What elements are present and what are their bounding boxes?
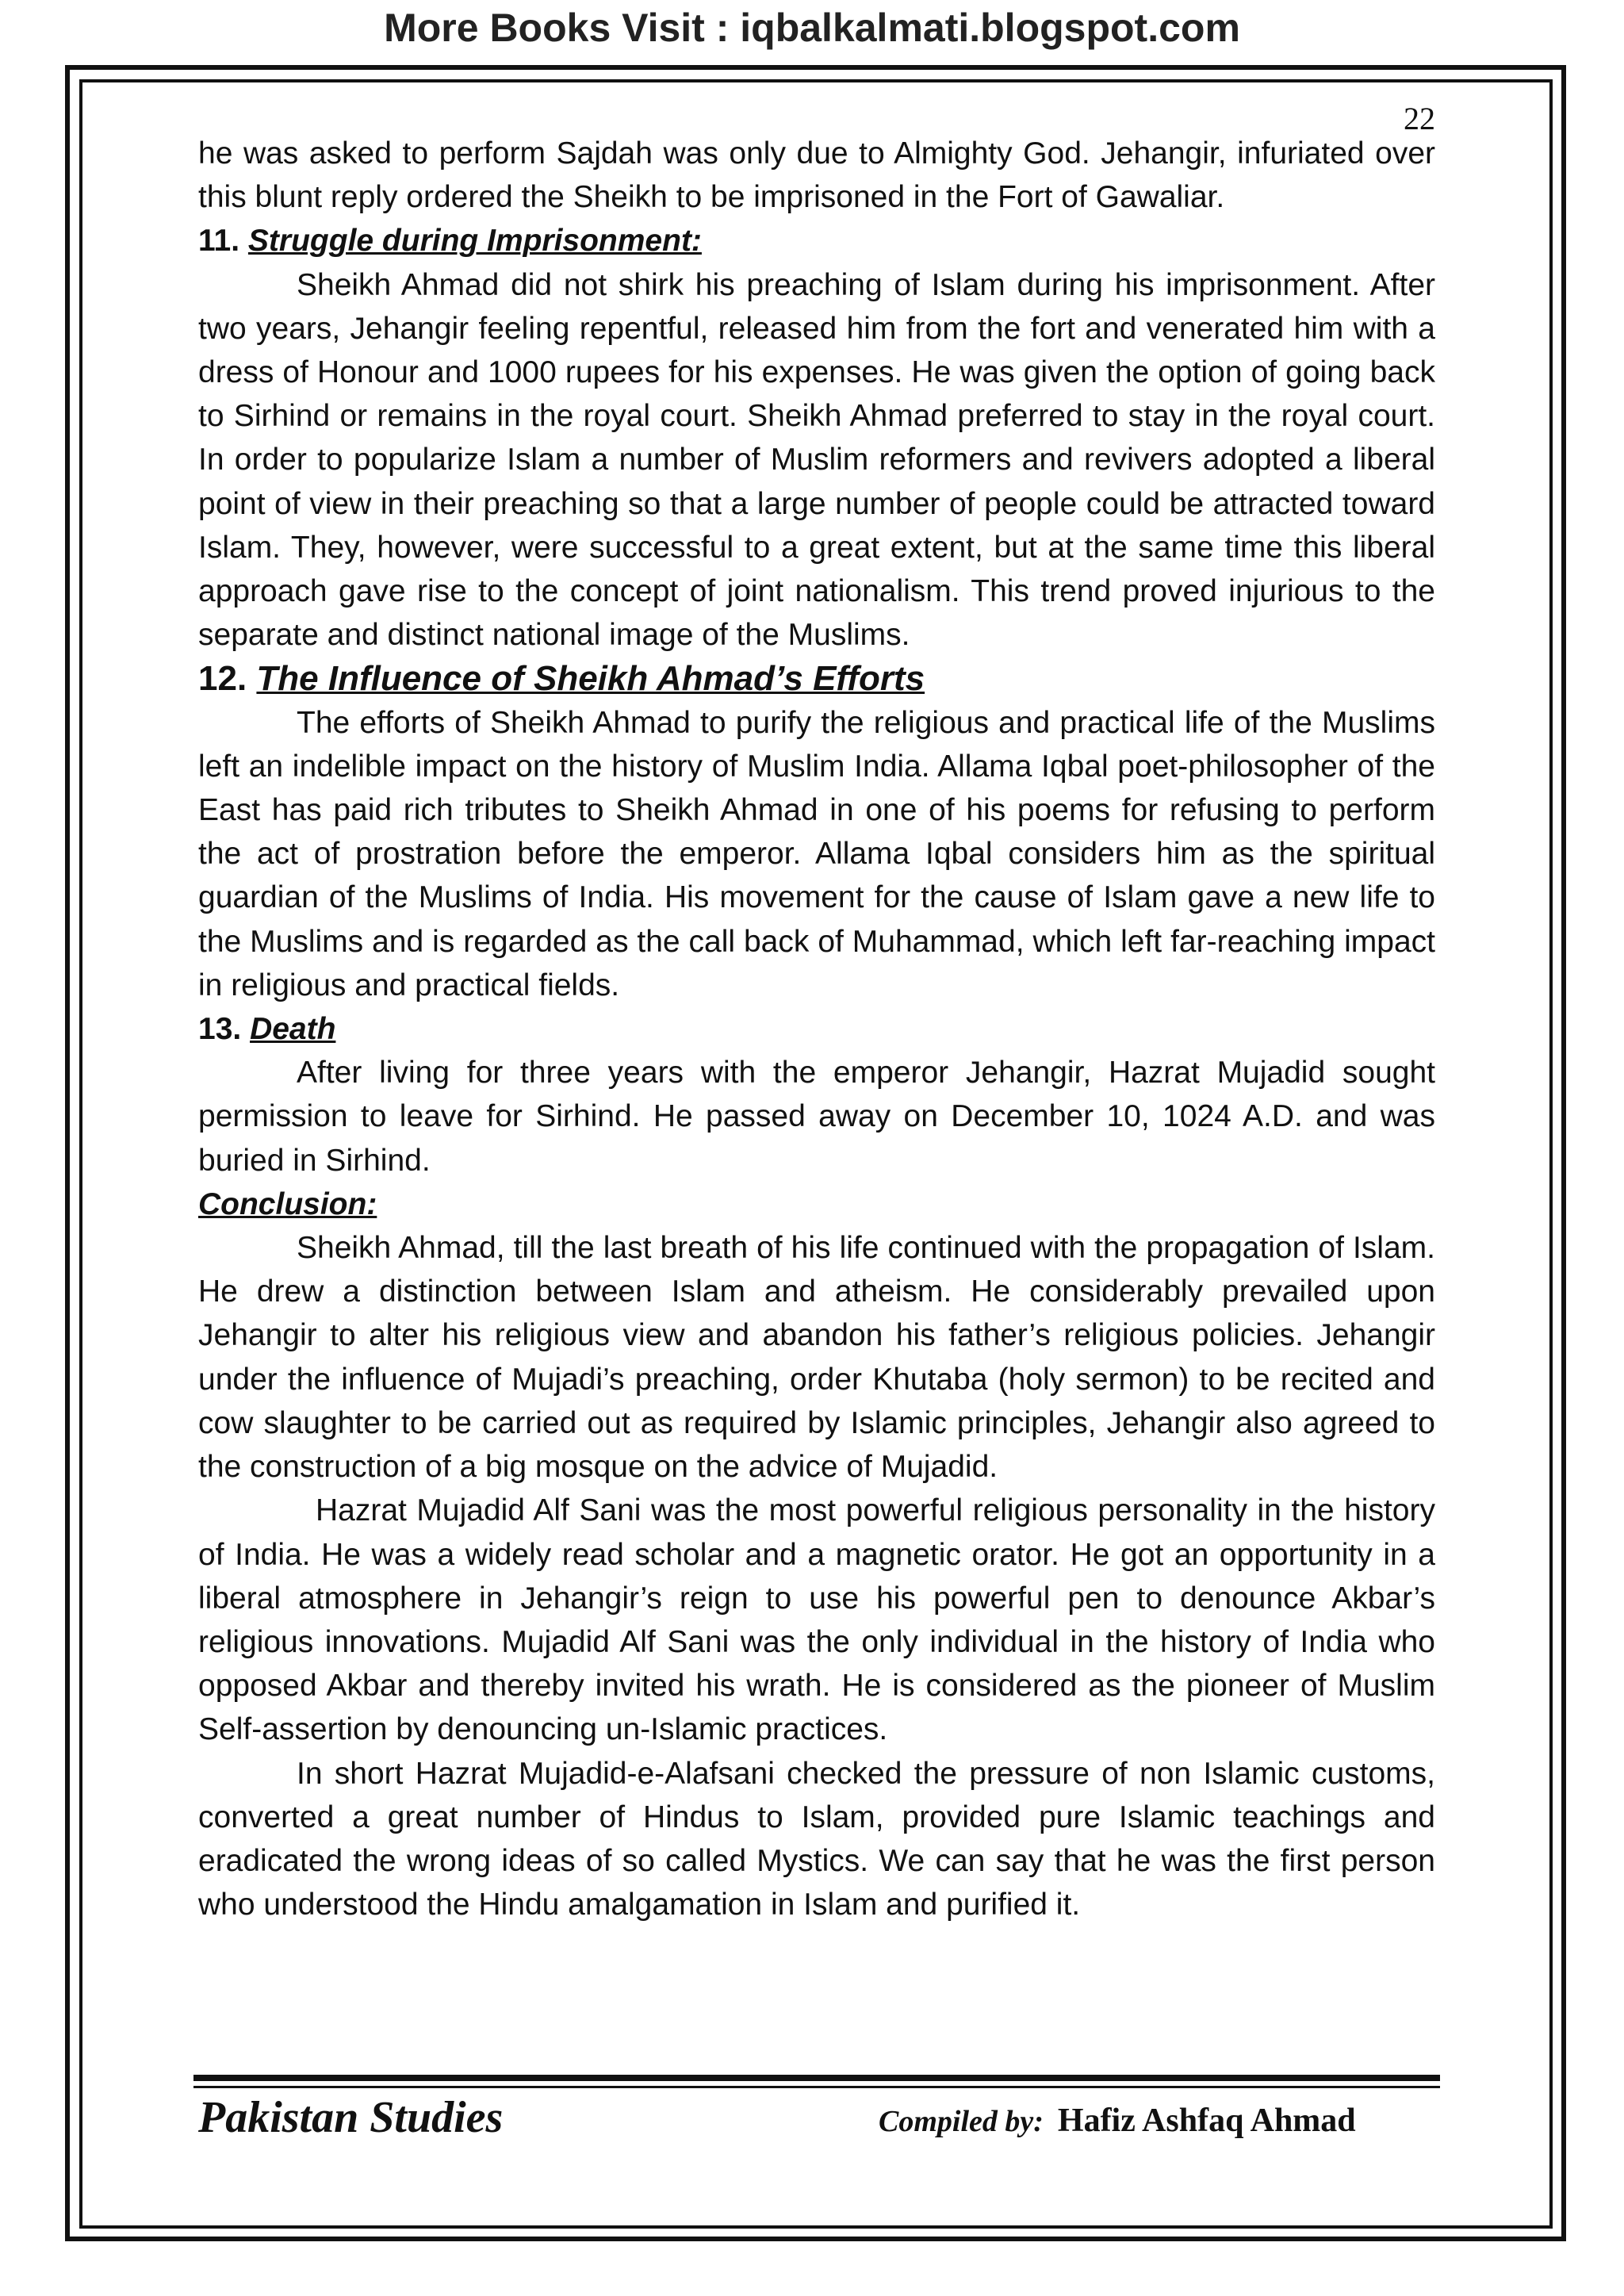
intro-paragraph: he was asked to perform Sajdah was only due to Almighty God. Jehangir, infuriated over this blunt reply ordered the Sheikh to be imprisoned in the Fort of Gawaliar. bbox=[198, 136, 1435, 215]
compiled-by-label: Compiled by: bbox=[879, 2105, 1044, 2138]
body-paragraph: In short Hazrat Mujadid-e-Alafsani checked the pressure of non Islamic customs, converted a great number of Hindus to Islam, provided pure Islamic teachings and eradicated the wrong ideas of so called Mystics. We can say that he was the first person who understood the Hindu amalgamation in Islam and purified it. bbox=[198, 1756, 1435, 1922]
body-paragraph: Sheikh Ahmad did not shirk his preaching of Islam during his imprisonment. After two years, Jehangir feeling repentful, released him from the fort and venerated him with a dress of Honour and 1000 rupees for his expenses. He was given the option of going back to Sirhind or remains in the royal court. Sheikh Ahmad preferred to stay in the royal court. In order to popularize Islam a number of Muslim reformers and revivers adopted a liberal point of view in their preaching so that a large number of people could be attracted toward Islam. They, however, were successful to a great extent, but at the same time this liberal approach gave rise to the concept of joint nationalism. This trend proved injurious to the separate and distinct national image of the Muslims. bbox=[198, 267, 1435, 653]
page-number: 22 bbox=[1404, 101, 1435, 136]
section-title: Struggle during Imprisonment: bbox=[247, 224, 702, 259]
footer-rule bbox=[193, 2075, 1440, 2081]
footer-credit bbox=[879, 2102, 1356, 2140]
section-heading-death bbox=[198, 1007, 1435, 1051]
section-heading-influence bbox=[198, 657, 1435, 700]
section-heading-struggle bbox=[198, 219, 1435, 263]
body-paragraph: Hazrat Mujadid Alf Sani was the most powerful religious personality in the history of India. He was a widely read scholar and a magnetic orator. He got an opportunity in a liberal atmosphere in Jehangir’s reign to use his powerful pen to denounce Akbar’s religious innovations. Mujadid Alf Sani was the only individual in the history of India who opposed Akbar and thereby invited his wrath. He is considered as the pioneer of Muslim Self-assertion by denouncing un-Islamic practices. bbox=[198, 1493, 1435, 1747]
section-number: 12. bbox=[198, 659, 247, 699]
body-paragraph: The efforts of Sheikh Ahmad to purify the religious and practical life of the Muslims left an indelible impact on the history of Muslim India. Allama Iqbal poet-philosopher of the East has paid rich tributes to Sheikh Ahmad in one of his poems for refusing to perform the act of prostration before the emperor. Allama Iqbal considers him as the spiritual guardian of the Muslims of India. His movement for the cause of Islam gave a new life to the Muslims and is regarded as the call back of Muhammad, which left far-reaching impact in religious and practical fields. bbox=[198, 705, 1435, 1002]
section-number: 13. bbox=[198, 1012, 242, 1047]
compiler-name: Hafiz Ashfaq Ahmad bbox=[1057, 2102, 1356, 2139]
section-title: Death bbox=[250, 1012, 336, 1047]
section-heading-conclusion bbox=[198, 1182, 1435, 1226]
section-number: 11. bbox=[198, 224, 240, 259]
section-title: The Influence of Sheikh Ahmad’s Efforts bbox=[256, 659, 925, 699]
body-paragraph: After living for three years with the emperor Jehangir, Hazrat Mujadid sought permission to leave for Sirhind. He passed away on December 10, 1024 A.D. and was buried in Sirhind. bbox=[198, 1056, 1435, 1178]
footer-rule-thin bbox=[193, 2086, 1440, 2088]
page-body bbox=[198, 132, 1435, 1926]
site-banner: More Books Visit : iqbalkalmati.blogspot.com bbox=[384, 6, 1240, 50]
footer-subject: Pakistan Studies bbox=[198, 2093, 504, 2142]
section-title: Conclusion: bbox=[198, 1186, 377, 1221]
body-paragraph: Sheikh Ahmad, till the last breath of his life continued with the propagation of Islam. He drew a distinction between Islam and atheism. He considerably prevailed upon Jehangir to alter his religious view and abandon his father’s religious policies. Jehangir under the influence of Mujadi’s preaching, order Khutaba (holy sermon) to be recited and cow slaughter to be carried out as required by Islamic principles, Jehangir also agreed to the construction of a big mosque on the advice of Mujadid. bbox=[198, 1231, 1435, 1485]
